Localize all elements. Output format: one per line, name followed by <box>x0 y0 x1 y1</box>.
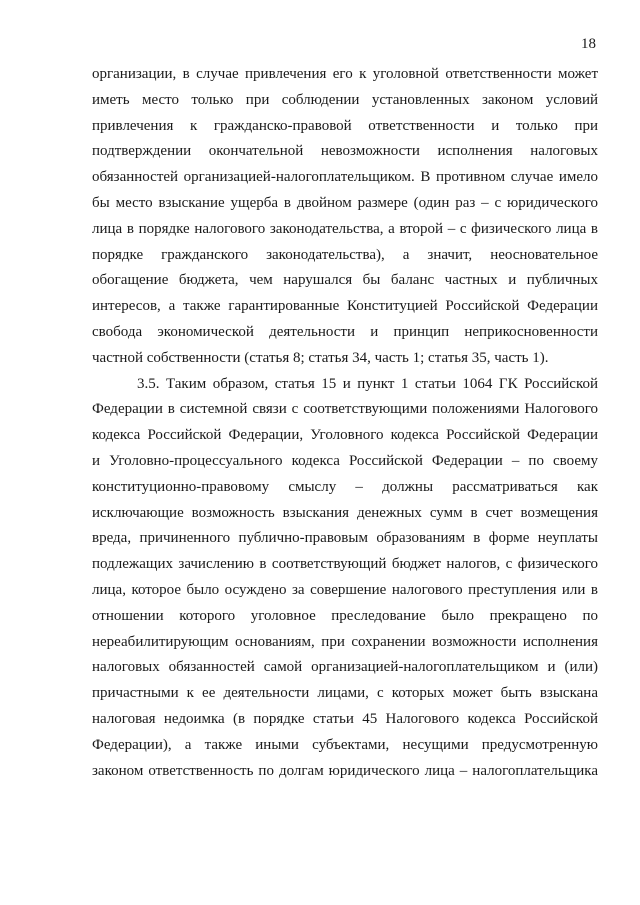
text-line: свобода экономической деятельности и принцип неприкосновенности <box>92 323 598 340</box>
text-line: причастными к ее деятельности лицами, с которых может быть взыскана <box>92 685 598 702</box>
body-text <box>92 62 598 784</box>
text-line: лица в порядке налогового законодательства, а второй – с физического лица в <box>92 220 598 237</box>
text-line: и Уголовно-процессуального кодекса Российской Федерации – по своему <box>92 452 598 469</box>
text-line: налоговая недоимка (в порядке статьи 45 Налогового кодекса Российской <box>92 710 598 727</box>
text-line: подтверждении окончательной невозможности исполнения налоговых <box>92 143 598 160</box>
text-line: порядке гражданского законодательства), а значит, неосновательное <box>92 246 598 263</box>
text-line: нереабилитирующим основаниям, при сохранении возможности исполнения <box>92 633 598 650</box>
text-line: интересов, а также гарантированные Конституцией Российской Федерации <box>92 298 598 315</box>
text-line: обязанностей организацией-налогоплательщиком. В противном случае имело <box>92 169 598 186</box>
text-line: исключающие возможность взыскания денежных сумм в счет возмещения <box>92 504 598 521</box>
text-line: иметь место только при соблюдении установленных законом условий <box>92 91 598 108</box>
text-line: Федерации), а также иными субъектами, несущими предусмотренную <box>92 736 598 753</box>
text-line: кодекса Российской Федерации, Уголовного кодекса Российской Федерации <box>92 427 598 444</box>
text-line: организации, в случае привлечения его к уголовной ответственности может <box>92 66 598 82</box>
text-line: конституционно-правовому смыслу – должны рассматриваться как <box>92 478 598 495</box>
text-line: Федерации в системной связи с соответствующими положениями Налогового <box>92 401 598 418</box>
paragraph-start-line: 3.5. Таким образом, статья 15 и пункт 1 статьи 1064 ГК Российской <box>137 375 598 392</box>
page-number: 18 <box>581 36 596 52</box>
text-line: вреда, причиненного публично-правовым образованиям в форме неуплаты <box>92 530 598 547</box>
text-line: налоговых обязанностей самой организацией-налогоплательщиком и (или) <box>92 659 598 676</box>
text-line: законом ответственность по долгам юридического лица – налогоплательщика <box>92 762 598 779</box>
text-line: подлежащих зачислению в соответствующий бюджет налогов, с физического <box>92 556 598 573</box>
text-line: лица, которое было осуждено за совершение налогового преступления или в <box>92 581 598 598</box>
text-line: привлечения к гражданско-правовой ответственности и только при <box>92 117 598 134</box>
text-line: отношении которого уголовное преследование было прекращено по <box>92 607 598 624</box>
text-line: бы место взыскание ущерба в двойном размере (один раз – с юридического <box>92 194 598 211</box>
text-line: частной собственности (статья 8; статья 34, часть 1; статья 35, часть 1). <box>92 349 549 366</box>
text-line: обогащение бюджета, чем нарушался бы баланс частных и публичных <box>92 272 598 289</box>
